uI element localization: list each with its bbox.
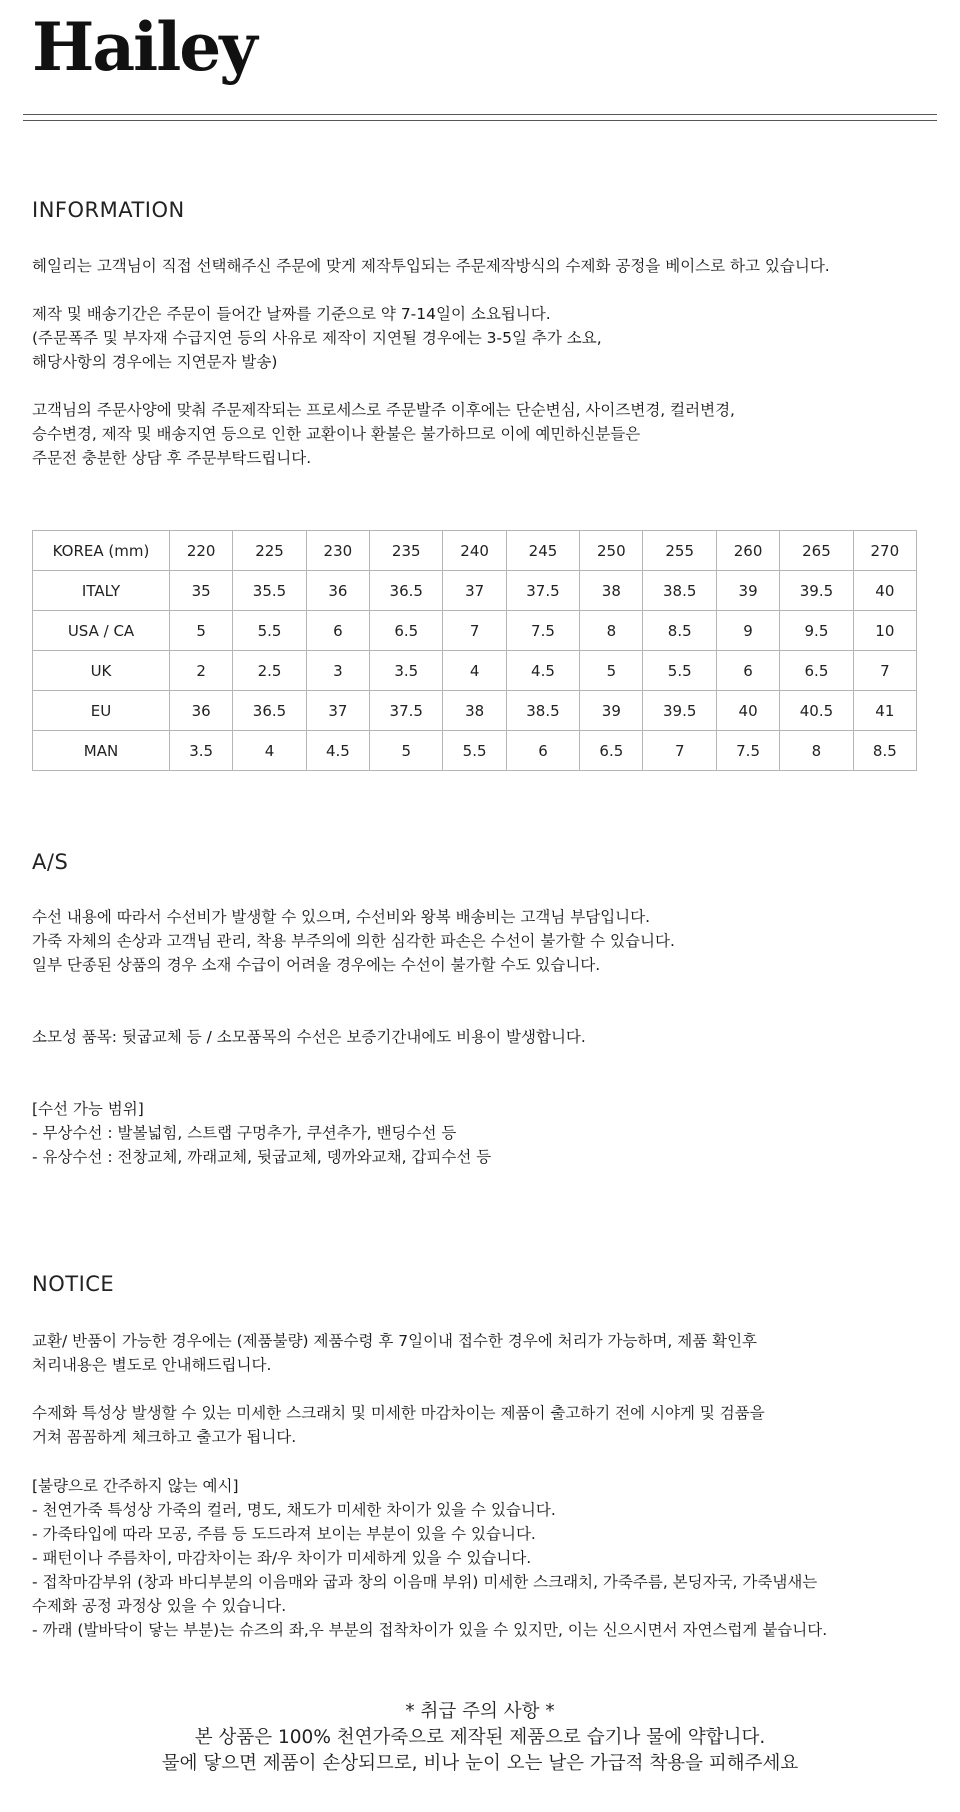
size-table-cell: 5.5 (443, 731, 506, 771)
size-table-cell: 7 (853, 651, 916, 691)
size-table-row-label: MAN (33, 731, 170, 771)
size-table-cell: 37.5 (506, 571, 579, 611)
size-table-cell: 38.5 (643, 571, 716, 611)
size-table-cell: 9.5 (780, 611, 853, 651)
size-table-cell: 5 (170, 611, 233, 651)
size-table-row (33, 731, 917, 771)
size-table-cell: 7.5 (716, 731, 779, 771)
notice-paragraph-1: 교환/ 반품이 가능한 경우에는 (제품불량) 제품수령 후 7일이내 접수한 경우에 처리가 가능하며, 제품 확인후 처리내용은 별도로 안내해드립니다. (32, 1332, 758, 1374)
size-table-header-label: KOREA (mm) (33, 531, 170, 571)
size-table-cell: 6 (506, 731, 579, 771)
size-table-cell: 41 (853, 691, 916, 731)
size-table-cell: 36 (306, 571, 369, 611)
as-paragraph-2: 소모성 품목: 뒷굽교체 등 / 소모품목의 수선은 보증기간내에도 비용이 발생합니다. (32, 1028, 586, 1046)
size-table-cell: 9 (716, 611, 779, 651)
size-table-cell: 3.5 (170, 731, 233, 771)
size-table-row (33, 691, 917, 731)
size-table-cell: 4.5 (506, 651, 579, 691)
size-table-cell: 38 (443, 691, 506, 731)
size-table-row-label: UK (33, 651, 170, 691)
size-table-cell: 6.5 (580, 731, 643, 771)
size-table-cell: 36 (170, 691, 233, 731)
size-table-cell: 37.5 (370, 691, 443, 731)
size-table-row (33, 651, 917, 691)
size-table-cell: 3 (306, 651, 369, 691)
size-table-body (33, 571, 917, 771)
size-table-cell: 35 (170, 571, 233, 611)
size-table-cell: 7.5 (506, 611, 579, 651)
size-table-cell: 37 (306, 691, 369, 731)
size-table-header-cell: 240 (443, 531, 506, 571)
as-repair-scope: [수선 가능 범위] - 무상수선 : 발볼넓힘, 스트랩 구멍추가, 쿠션추가, 밴딩수선 등 - 유상수선 : 전창교체, 까래교체, 뒷굽교체, 뎅까와교채, 갑피수선 등 (32, 1100, 492, 1166)
notice-paragraph-2: 수제화 특성상 발생할 수 있는 미세한 스크래치 및 미세한 마감차이는 제품이 출고하기 전에 시야게 및 검품을 거쳐 꼼꼼하게 체크하고 출고가 됩니다. (32, 1404, 765, 1446)
size-table-cell: 6 (716, 651, 779, 691)
size-table-header-cell: 235 (370, 531, 443, 571)
brand-logo: Hailey (32, 8, 256, 86)
size-table-header-cell: 245 (506, 531, 579, 571)
information-paragraph-1: 헤일리는 고객님이 직접 선택해주신 주문에 맞게 제작투입되는 주문제작방식의 수제화 공정을 베이스로 하고 있습니다. (32, 257, 830, 275)
size-table-cell: 6.5 (780, 651, 853, 691)
size-table-cell: 7 (443, 611, 506, 651)
size-table-cell: 8 (580, 611, 643, 651)
size-table-header-cell: 270 (853, 531, 916, 571)
size-table-cell: 36.5 (233, 691, 306, 731)
size-table-cell: 5.5 (643, 651, 716, 691)
size-table-header-cell: 250 (580, 531, 643, 571)
size-table-header-cell: 265 (780, 531, 853, 571)
size-table-row (33, 571, 917, 611)
size-table-header-cell: 225 (233, 531, 306, 571)
size-table-row (33, 611, 917, 651)
header-divider-bottom (23, 120, 937, 121)
care-line-1: 본 상품은 100% 천연가죽으로 제작된 제품으로 습기나 물에 약합니다. (194, 1727, 766, 1748)
size-table-cell: 2 (170, 651, 233, 691)
information-paragraph-3: 고객님의 주문사양에 맞춰 주문제작되는 프로세스로 주문발주 이후에는 단순변심, 사이즈변경, 컬러변경, 승수변경, 제작 및 배송지연 등으로 인한 교환이나 환불은 불가하므로 이에 예민하신분들은 주문전 충분한 상담 후 주문부탁드립니다. (32, 401, 735, 467)
size-table-cell: 5.5 (233, 611, 306, 651)
size-table-header-cell: 260 (716, 531, 779, 571)
size-table-cell: 6.5 (370, 611, 443, 651)
size-table-cell: 38.5 (506, 691, 579, 731)
as-title: A/S (32, 850, 69, 874)
size-table-cell: 37 (443, 571, 506, 611)
size-table-cell: 39.5 (780, 571, 853, 611)
size-table-cell: 40.5 (780, 691, 853, 731)
as-paragraph-1: 수선 내용에 따라서 수선비가 발생할 수 있으며, 수선비와 왕복 배송비는 고객님 부담입니다. 가죽 자체의 손상과 고객님 관리, 착용 부주의에 의한 심각한 파손은 수선이 불가할 수 있습니다. 일부 단종된 상품의 경우 소재 수급이 어려울 경우에는 수선이 불가할 수도 있습니다. (32, 908, 675, 974)
size-table-header-cell: 230 (306, 531, 369, 571)
size-table-cell: 4 (233, 731, 306, 771)
size-table-cell: 4.5 (306, 731, 369, 771)
size-table-cell: 5 (370, 731, 443, 771)
care-line-2: 물에 닿으면 제품이 손상되므로, 비나 눈이 오는 날은 가급적 착용을 피해주세요 (161, 1753, 799, 1774)
size-table-cell: 7 (643, 731, 716, 771)
size-table-cell: 6 (306, 611, 369, 651)
size-table-cell: 38 (580, 571, 643, 611)
header-divider-top (23, 114, 937, 115)
size-table-cell: 39 (580, 691, 643, 731)
size-table-cell: 5 (580, 651, 643, 691)
notice-title: NOTICE (32, 1272, 115, 1296)
size-table-cell: 39 (716, 571, 779, 611)
size-table-row-label: USA / CA (33, 611, 170, 651)
size-table-cell: 10 (853, 611, 916, 651)
size-table-row-label: ITALY (33, 571, 170, 611)
size-table-header-cell: 255 (643, 531, 716, 571)
size-table-header-row (33, 531, 917, 571)
information-title: INFORMATION (32, 198, 185, 222)
size-table-cell: 39.5 (643, 691, 716, 731)
information-paragraph-2: 제작 및 배송기간은 주문이 들어간 날짜를 기준으로 약 7-14일이 소요됩니다. (주문폭주 및 부자재 수급지연 등의 사유로 제작이 지연될 경우에는 3-5일 추가 소요, 해당사항의 경우에는 지연문자 발송) (32, 305, 602, 371)
size-table-cell: 35.5 (233, 571, 306, 611)
size-table-cell: 40 (853, 571, 916, 611)
size-table-header-cell: 220 (170, 531, 233, 571)
size-table-cell: 8 (780, 731, 853, 771)
size-table-cell: 2.5 (233, 651, 306, 691)
size-table-cell: 8.5 (853, 731, 916, 771)
size-table-cell: 8.5 (643, 611, 716, 651)
size-table-cell: 36.5 (370, 571, 443, 611)
care-title: * 취급 주의 사항 * (405, 1701, 555, 1722)
size-table-cell: 4 (443, 651, 506, 691)
size-conversion-table (32, 530, 917, 771)
size-table-cell: 40 (716, 691, 779, 731)
notice-defect-examples: [불량으로 간주하지 않는 예시] - 천연가죽 특성상 가죽의 컬러, 명도, 채도가 미세한 차이가 있을 수 있습니다. - 가죽타입에 따라 모공, 주름 등 도드라져 보이는 부분이 있을 수 있습니다. - 패턴이나 주름차이, 마감차이는 좌/우 차이가 미세하게 있을 수 있습니다. - 접착마감부위 (창과 바디부분의 이음매와 굽과 창의 이음매 부위) 미세한 스크래치, 가죽주름, 본딩자국, 가죽냄새는 수제화 공정 과정상 있을 수 있습니다. - 까래 (발바닥이 닿는 부분)는 슈즈의 좌,우 부분의 접착차이가 있을 수 있지만, 이는 신으시면서 자연스럽게 붙습니다. (32, 1477, 828, 1639)
size-table-cell: 3.5 (370, 651, 443, 691)
size-table-row-label: EU (33, 691, 170, 731)
